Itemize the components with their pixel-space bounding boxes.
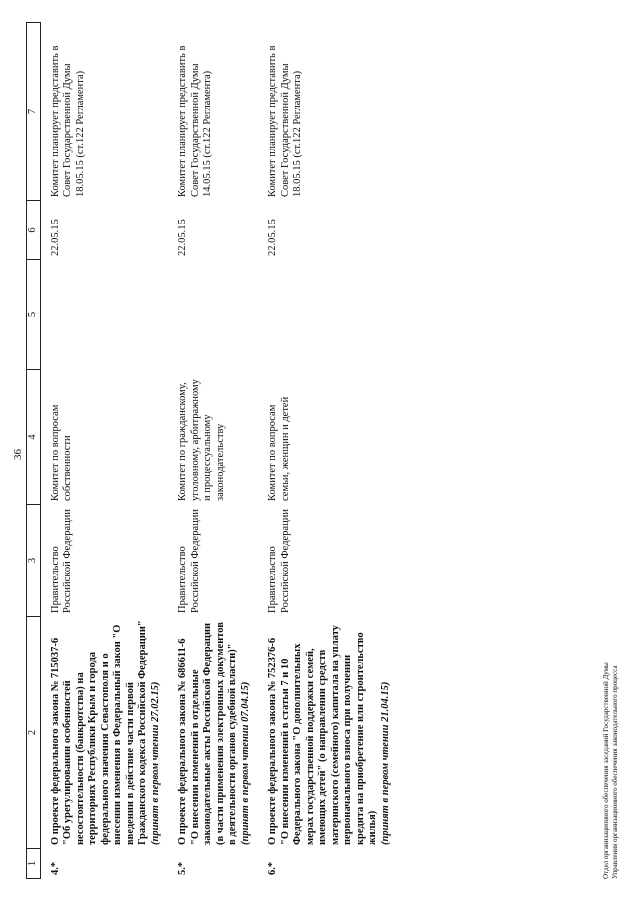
date: 22.05.15 (40, 201, 168, 260)
initiator: Правительство Российской Федерации (40, 505, 168, 617)
row-number: 6.* (258, 849, 398, 879)
header-row (27, 23, 41, 879)
col-header-5: 5 (27, 260, 41, 370)
table-row (40, 23, 168, 879)
col-header-3: 3 (27, 505, 41, 617)
bill-description (258, 617, 398, 849)
footer-line-2: Управления организационного обеспечения законодательного процесса (611, 665, 619, 879)
note: Комитет планирует представить в Совет Государственной Думы 18.05.15 (ст.122 Регламента) (40, 23, 168, 201)
initiator: Правительство Российской Федерации (168, 505, 258, 617)
bill-name: "Об урегулировании особенностей несостоятельности (банкротства) на территориях Республики Крым и города федерального значения Севастополя и о внесении изменения в Федеральный закон "О введении в действие части первой Гражданского кодекса Российской Федерации" (62, 620, 148, 845)
bill-name: "О внесении изменений в статьи 7 и 10 Федерального закона "О дополнительных мерах государственной поддержки семей, имеющих детей" (о направлении средств материнского (семейного) капитала на уплату первоначального взноса при получении кредита на приобретение или строительство жилья) (279, 625, 378, 845)
accepted-reading: (принят в первом чтении 27.02.15) (149, 681, 161, 845)
col5-cell (168, 260, 258, 370)
row-number: 5.* (168, 849, 258, 879)
table-row (258, 23, 398, 879)
col-header-4: 4 (27, 370, 41, 505)
bill-number: О проекте федерального закона № 715037-6 (49, 637, 61, 845)
bill-description (40, 617, 168, 849)
col5-cell (258, 260, 398, 370)
col-header-2: 2 (27, 617, 41, 849)
accepted-reading: (принят в первом чтении 21.04.15) (379, 681, 391, 845)
table-row (168, 23, 258, 879)
note: Комитет планирует представить в Совет Государственной Думы 14.05.15 (ст.122 Регламента) (168, 23, 258, 201)
col-header-7: 7 (27, 23, 41, 201)
bill-name: "О внесении изменений в отдельные законодательные акты Российской Федерации (в части применения электронных документов в деятельности органов судебной власти)" (189, 622, 238, 845)
bill-number: О проекте федерального закона № 752376-6 (267, 637, 278, 845)
col-header-6: 6 (27, 201, 41, 260)
bill-number: О проекте федерального закона № 686611-6 (177, 638, 188, 845)
bill-description (168, 617, 258, 849)
note: Комитет планирует представить в Совет Государственной Думы 18.05.15 (ст.122 Регламента) (258, 23, 398, 201)
footer-line-1: Отдел организационного обеспечения заседаний Государственной Думы (602, 662, 610, 879)
date: 22.05.15 (168, 201, 258, 260)
accepted-reading: (принят в первом чтении 07.04.15) (239, 681, 251, 845)
committee: Комитет по гражданскому, уголовному, арбитражному и процессуальному законодательству (168, 370, 258, 505)
page-number: 36 (12, 449, 24, 460)
initiator: Правительство Российской Федерации (258, 505, 398, 617)
footer (602, 662, 620, 879)
col-header-1: 1 (27, 849, 41, 879)
row-number: 4.* (40, 849, 168, 879)
col5-cell (40, 260, 168, 370)
date: 22.05.15 (258, 201, 398, 260)
committee: Комитет по вопросам собственности (40, 370, 168, 505)
committee: Комитет по вопросам семьи, женщин и детей (258, 370, 398, 505)
bills-table (26, 22, 398, 879)
